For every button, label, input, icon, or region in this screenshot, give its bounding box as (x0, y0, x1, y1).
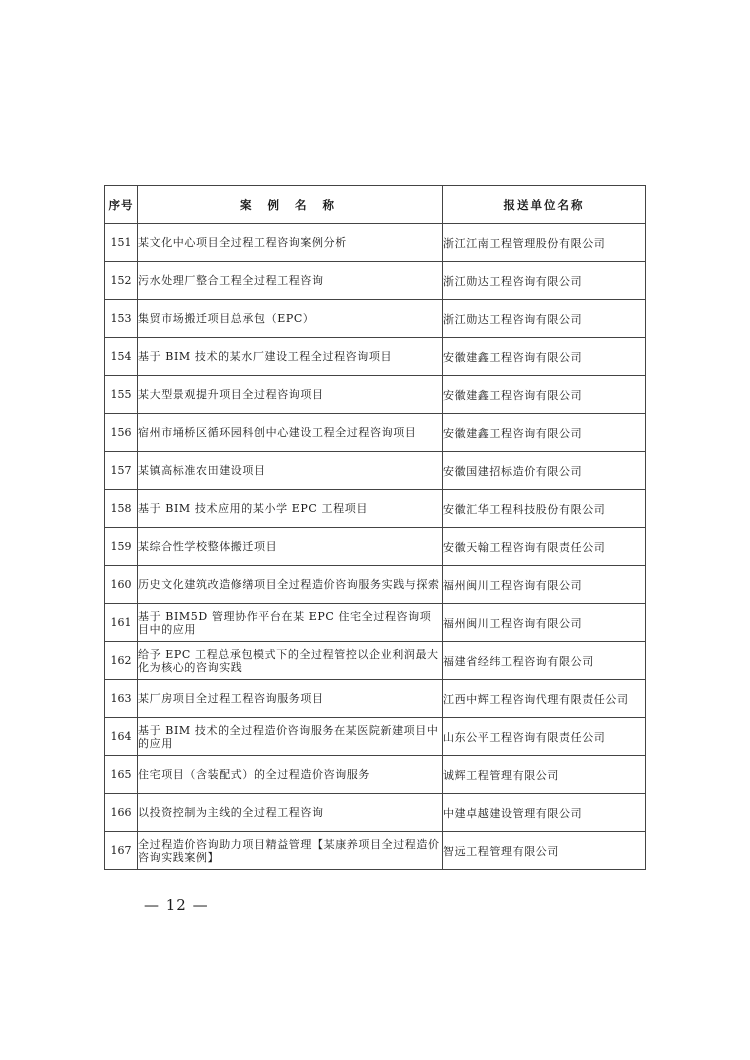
case-name: 宿州市埇桥区循环园科创中心建设工程全过程咨询项目 (138, 414, 443, 452)
case-name: 基于 BIM 技术的某水厂建设工程全过程咨询项目 (138, 338, 443, 376)
unit-name: 山东公平工程咨询有限责任公司 (443, 718, 646, 756)
table-row (105, 566, 646, 604)
header-no: 序号 (105, 186, 138, 224)
table-body (105, 224, 646, 870)
case-name: 住宅项目（含装配式）的全过程造价咨询服务 (138, 756, 443, 794)
unit-name: 安徽天翰工程咨询有限责任公司 (443, 528, 646, 566)
table-row (105, 718, 646, 756)
row-number: 154 (105, 338, 138, 376)
unit-name: 智远工程管理有限公司 (443, 832, 646, 870)
row-number: 166 (105, 794, 138, 832)
unit-name: 安徽汇华工程科技股份有限公司 (443, 490, 646, 528)
header-case-name: 案 例 名 称 (138, 186, 443, 224)
table-row (105, 604, 646, 642)
row-number: 151 (105, 224, 138, 262)
row-number: 167 (105, 832, 138, 870)
row-number: 158 (105, 490, 138, 528)
unit-name: 安徽国建招标造价有限公司 (443, 452, 646, 490)
row-number: 153 (105, 300, 138, 338)
table-row (105, 832, 646, 870)
table-row (105, 490, 646, 528)
unit-name: 福州闽川工程咨询有限公司 (443, 566, 646, 604)
case-name: 以投资控制为主线的全过程工程咨询 (138, 794, 443, 832)
unit-name: 福建省经纬工程咨询有限公司 (443, 642, 646, 680)
case-name: 污水处理厂整合工程全过程工程咨询 (138, 262, 443, 300)
case-name: 某镇高标准农田建设项目 (138, 452, 443, 490)
table-row (105, 376, 646, 414)
case-table (104, 185, 646, 870)
table-row (105, 794, 646, 832)
unit-name: 江西中辉工程咨询代理有限责任公司 (443, 680, 646, 718)
case-name: 全过程造价咨询助力项目精益管理【某康养项目全过程造价咨询实践案例】 (138, 832, 443, 870)
table-row (105, 262, 646, 300)
unit-name: 浙江勋达工程咨询有限公司 (443, 300, 646, 338)
table-row (105, 642, 646, 680)
table-row (105, 452, 646, 490)
case-name: 集贸市场搬迁项目总承包（EPC） (138, 300, 443, 338)
table-row (105, 680, 646, 718)
row-number: 157 (105, 452, 138, 490)
case-name: 某大型景观提升项目全过程咨询项目 (138, 376, 443, 414)
unit-name: 中建卓越建设管理有限公司 (443, 794, 646, 832)
row-number: 164 (105, 718, 138, 756)
row-number: 155 (105, 376, 138, 414)
page-number: — 12 — (144, 896, 209, 914)
case-name: 某厂房项目全过程工程咨询服务项目 (138, 680, 443, 718)
case-name: 历史文化建筑改造修缮项目全过程造价咨询服务实践与探索 (138, 566, 443, 604)
table-row (105, 528, 646, 566)
header-unit-name: 报送单位名称 (443, 186, 646, 224)
row-number: 161 (105, 604, 138, 642)
unit-name: 安徽建鑫工程咨询有限公司 (443, 376, 646, 414)
row-number: 159 (105, 528, 138, 566)
row-number: 156 (105, 414, 138, 452)
row-number: 152 (105, 262, 138, 300)
unit-name: 福州闽川工程咨询有限公司 (443, 604, 646, 642)
unit-name: 安徽建鑫工程咨询有限公司 (443, 414, 646, 452)
row-number: 165 (105, 756, 138, 794)
case-name: 基于 BIM 技术的全过程造价咨询服务在某医院新建项目中的应用 (138, 718, 443, 756)
unit-name: 诚辉工程管理有限公司 (443, 756, 646, 794)
case-name: 给予 EPC 工程总承包模式下的全过程管控以企业利润最大化为核心的咨询实践 (138, 642, 443, 680)
row-number: 160 (105, 566, 138, 604)
table-header-row (105, 186, 646, 224)
table-row (105, 224, 646, 262)
unit-name: 安徽建鑫工程咨询有限公司 (443, 338, 646, 376)
table-row (105, 756, 646, 794)
case-name: 基于 BIM 技术应用的某小学 EPC 工程项目 (138, 490, 443, 528)
case-name: 基于 BIM5D 管理协作平台在某 EPC 住宅全过程咨询项目中的应用 (138, 604, 443, 642)
case-name: 某综合性学校整体搬迁项目 (138, 528, 443, 566)
row-number: 163 (105, 680, 138, 718)
case-name: 某文化中心项目全过程工程咨询案例分析 (138, 224, 443, 262)
unit-name: 浙江勋达工程咨询有限公司 (443, 262, 646, 300)
unit-name: 浙江江南工程管理股份有限公司 (443, 224, 646, 262)
row-number: 162 (105, 642, 138, 680)
table-row (105, 414, 646, 452)
table-row (105, 338, 646, 376)
table-row (105, 300, 646, 338)
